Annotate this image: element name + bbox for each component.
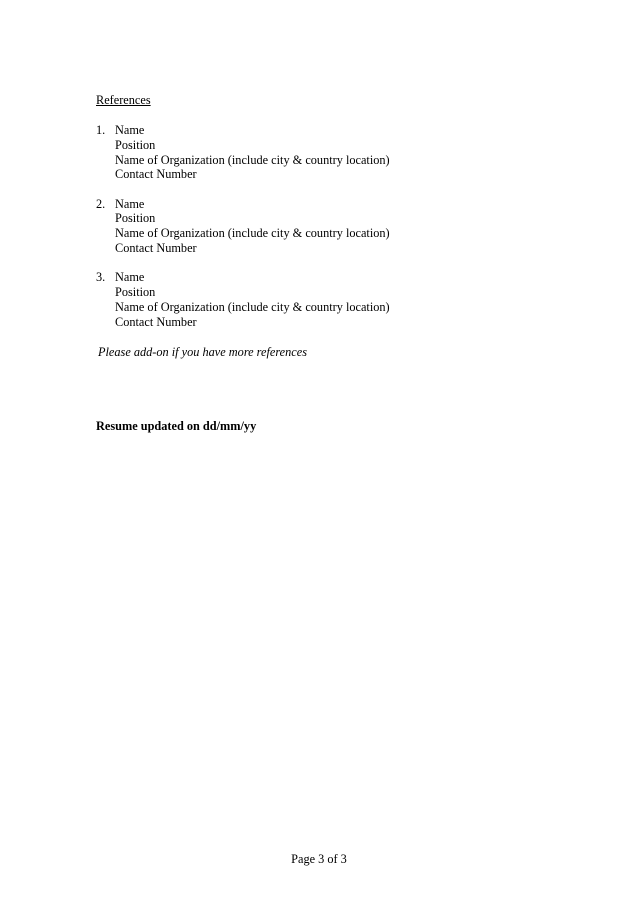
reference-name: Name: [115, 196, 145, 211]
references-heading: References: [96, 93, 151, 107]
reference-name: Name: [115, 270, 145, 285]
reference-organization: Name of Organization (include city & country location): [115, 299, 390, 314]
references-note: Please add-on if you have more references: [98, 345, 307, 359]
reference-number: 1.: [96, 123, 106, 137]
reference-number: 3.: [96, 270, 106, 285]
reference-item: [96, 270, 390, 329]
reference-position: Position: [115, 137, 156, 152]
reference-contact: Contact Number: [115, 167, 197, 182]
reference-contact: Contact Number: [115, 241, 197, 256]
page-number-footer: Page 3 of 3: [291, 852, 347, 866]
reference-position: Position: [115, 285, 156, 300]
reference-position: Position: [115, 211, 156, 226]
references-list: [96, 123, 390, 344]
reference-name: Name: [115, 123, 145, 137]
reference-number: 2.: [96, 196, 106, 211]
reference-organization: Name of Organization (include city & country location): [115, 152, 390, 167]
resume-updated-line: Resume updated on dd/mm/yy: [96, 419, 257, 433]
reference-organization: Name of Organization (include city & country location): [115, 226, 390, 241]
reference-item: [96, 197, 390, 256]
reference-contact: Contact Number: [115, 314, 197, 329]
reference-item: [96, 123, 390, 182]
